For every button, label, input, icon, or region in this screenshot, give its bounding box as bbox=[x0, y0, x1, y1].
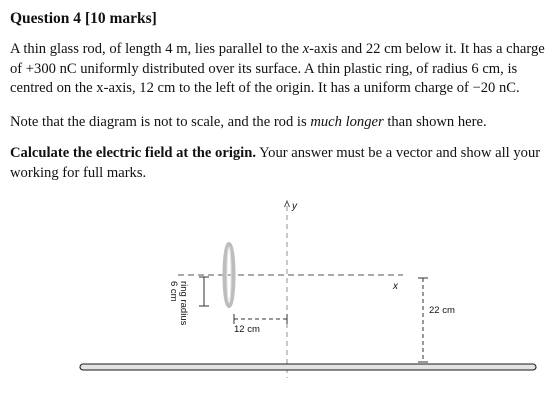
task-rest: Your answer must be a vector and show all your working for full marks. bbox=[10, 145, 541, 181]
note-emphasis: much longer bbox=[310, 114, 384, 130]
y-axis-label: y bbox=[292, 201, 297, 212]
ring-offset-label: 12 cm bbox=[234, 324, 260, 335]
x-axis-label: x bbox=[393, 281, 398, 292]
statement-part-2: -axis and 22 cm below it. It has a charge of +300 nC uniformly distributed over its surface. A thin plastic ring, of radius 6 cm, is centred on the x-axis, 12 cm to the left of the origin. It has a uniform charge of −20 nC. bbox=[10, 41, 545, 96]
glass-rod bbox=[80, 364, 536, 370]
note-part-2: than shown here. bbox=[383, 114, 487, 130]
statement-part-1: A thin glass rod, of length 4 m, lies parallel to the bbox=[10, 41, 303, 57]
task-bold: Calculate the electric field at the origin. bbox=[10, 145, 256, 161]
ring-radius-label: ring radius bbox=[178, 281, 189, 326]
question-marks: [10 marks] bbox=[84, 10, 157, 27]
ring-radius-value: 6 cm bbox=[168, 281, 179, 302]
rod-distance-label: 22 cm bbox=[429, 305, 455, 316]
statement-axis-symbol: x bbox=[302, 41, 310, 57]
question-number: Question 4 bbox=[10, 10, 82, 27]
note-part-1: Note that the diagram is not to scale, and the rod is bbox=[10, 114, 311, 130]
